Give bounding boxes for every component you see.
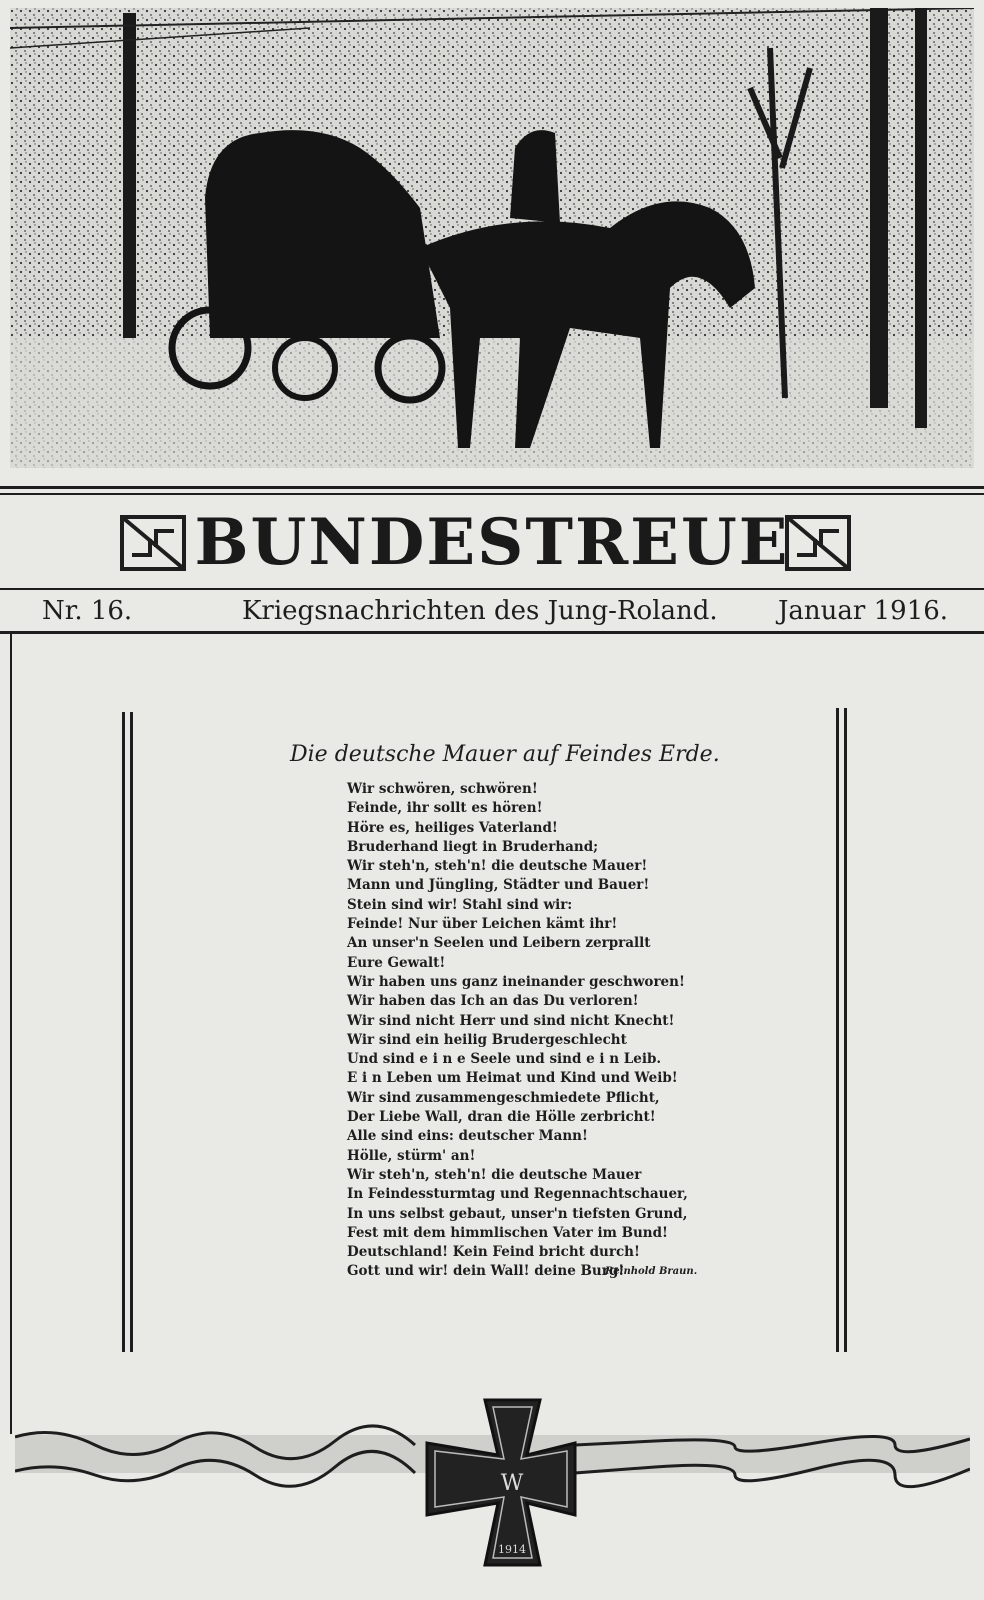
poem-title: Die deutsche Mauer auf Feindes Erde. [290,742,720,767]
poem-border-left [122,712,125,1352]
poem-line: Hölle, stürm' an! [347,1147,476,1164]
poem-border-right [836,708,839,1352]
oak-leaf-border-with-iron-cross [15,1395,970,1595]
publication-title: BUNDESTREUE [194,505,790,580]
poem-line: Fest mit dem himmlischen Vater im Bund! [347,1224,668,1241]
poem-line: Wir haben das Ich an das Du verloren! [347,993,639,1010]
poem-line: An unser'n Seelen und Leibern zerprallt [347,935,651,952]
poem-border-left [130,712,133,1352]
poem-line: Wir sind zusammengeschmiedete Pflicht, [347,1089,660,1106]
poem-line: Höre es, heiliges Vaterland! [347,819,558,836]
poem-line: E i n Leben um Heimat und Kind und Weib! [347,1070,678,1087]
poem-line: Und sind e i n e Seele und sind e i n Leib. [347,1051,662,1068]
poem-line: Gott und wir! dein Wall! deine Burg! [347,1263,625,1280]
poem-line: Wir sind nicht Herr und sind nicht Knecht! [347,1012,675,1029]
issue-number: Nr. 16. [42,596,133,626]
issue-date: Januar 1916. [778,596,949,626]
poem-line: In uns selbst gebaut, unser'n tiefsten Grund, [347,1205,688,1222]
poem-line: Wir steh'n, steh'n! die deutsche Mauer! [347,858,648,875]
poem-line: Stein sind wir! Stahl sind wir: [347,896,573,913]
cross-letter: W [500,1471,524,1496]
poem-line: Wir steh'n, steh'n! die deutsche Mauer [347,1166,642,1183]
poem-line: Bruderhand liegt in Bruderhand; [347,838,599,855]
divider [0,486,984,489]
poem-line: In Feindessturmtag und Regennachtschauer, [347,1186,688,1203]
poem-line: Wir sind ein heilig Brudergeschlecht [347,1031,627,1048]
poem-line: Eure Gewalt! [347,954,446,971]
poem-author: Reinhold Braun. [605,1266,698,1277]
poem-text [347,780,688,1282]
poem-border-right [844,708,847,1352]
horse-cart-illustration [10,8,974,468]
page-border [10,634,12,1434]
issue-info-row [0,592,984,632]
poem-line: Mann und Jüngling, Städter und Bauer! [347,877,650,894]
poem-line: Feinde! Nur über Leichen kämt ihr! [347,916,618,933]
divider [0,588,984,590]
masthead [0,495,984,585]
poem-line: Wir haben uns ganz ineinander geschworen! [347,973,685,990]
poem-line: Feinde, ihr sollt es hören! [347,800,543,817]
poem-line: Deutschland! Kein Feind bricht durch! [347,1244,640,1261]
cross-year: 1914 [498,1543,526,1556]
subtitle: Kriegsnachrichten des Jung-Roland. [242,596,718,626]
poem-line: Alle sind eins: deutscher Mann! [347,1128,588,1145]
knot-ornament-icon [785,515,851,571]
divider [0,631,984,634]
poem-line: Wir schwören, schwören! [347,781,538,797]
poem-line: Der Liebe Wall, dran die Hölle zerbricht! [347,1109,656,1126]
